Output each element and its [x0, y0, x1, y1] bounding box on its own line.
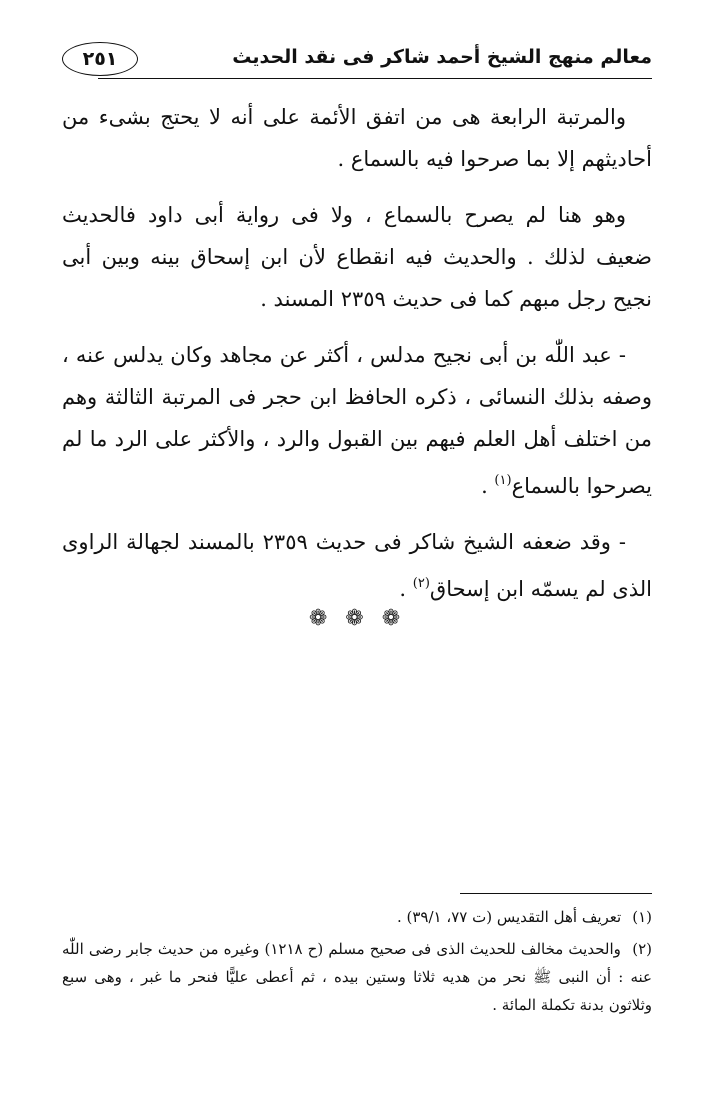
page-header — [62, 38, 652, 80]
footnote-separator — [460, 893, 652, 894]
paragraph-1: والمرتبة الرابعة هى من اتفق الأئمة على أنه لا يحتج بشىء من أحاديثهم إلا بما صرحوا فيه بالسماع . — [62, 105, 652, 171]
paragraph-4 — [62, 521, 652, 610]
section-divider-ornaments — [0, 606, 727, 631]
paragraph-3 — [62, 334, 652, 507]
paragraph-3-text: - عبد اللّٰه بن أبى نجيح مدلس ، أكثر عن مجاهد وكان يدلس عنه ، وصفه بذلك النسائى ، ذكره الحافظ ابن حجر فى المرتبة الثالثة وهم من اختلف أهل العلم فيهم بين القبول والرد ، والأكثر على الرد ما لم يصرحوا بالسماع — [62, 343, 652, 498]
flower-ornament-icon: ❁ — [381, 606, 419, 631]
paragraph-2: وهو هنا لم يصرح بالسماع ، ولا فى رواية أبى داود فالحديث ضعيف لذلك . والحديث فيه انقطاع لأن ابن إسحاق بينه وبين أبى نجيح رجل مبهم كما فى حديث ٢٣٥٩ المسند . — [62, 203, 652, 311]
flower-ornament-icon: ❁ — [308, 606, 346, 631]
footnote-ref-1[interactable]: (١) — [494, 473, 512, 488]
footnote-text: تعريف أهل التقديس (ت ٧٧، ٣٩/١) . — [396, 908, 622, 926]
footnote-number: (٢) — [632, 940, 652, 958]
footnote-1 — [62, 903, 652, 931]
page-number-badge — [62, 42, 138, 76]
footnote-number: (١) — [632, 908, 652, 926]
paragraph-3-end: . — [481, 474, 495, 498]
footnote-text: والحديث مخالف للحديث الذى فى صحيح مسلم (ح ١٢١٨) وغيره من حديث جابر رضى اللّٰه عنه : أن النبى ﷺ نحر من هديه ثلاثا وستين بيده ، ثم أعطى عليًّا فنحر ما غبر ، وهى سبع وثلاثون بدنة تكملة المائة . — [62, 940, 652, 1014]
flower-ornament-icon: ❁ — [345, 606, 382, 631]
footnotes — [62, 903, 652, 1023]
paragraph-4-text: - وقد ضعفه الشيخ شاكر فى حديث ٢٣٥٩ بالمسند لجهالة الراوى الذى لم يسمّه ابن إسحاق — [62, 530, 652, 601]
header-rule — [98, 78, 652, 79]
page-number: ٢٥١ — [82, 48, 118, 70]
footnote-ref-2[interactable]: (٢) — [412, 576, 430, 591]
running-title: معالم منهج الشيخ أحمد شاكر فى نقد الحديث — [232, 46, 652, 68]
footnote-2 — [62, 935, 652, 1019]
paragraph-4-end: . — [399, 577, 413, 601]
main-text — [62, 96, 652, 624]
